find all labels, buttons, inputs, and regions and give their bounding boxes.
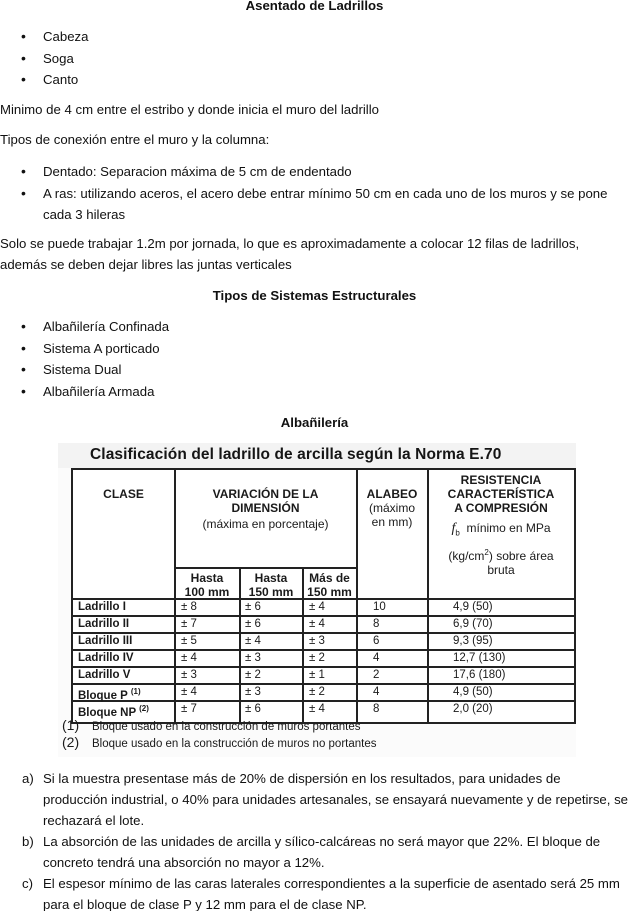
header-resistencia: RESISTENCIA CARACTERÍSTICA A COMPRESIÓN $f_b$ mínimo en MPa $(kg/cm^2)$ sobre área bruta — [447, 473, 555, 578]
row-cell-alabeo: 2 — [373, 669, 380, 681]
paragraph-tipos-conexion: Tipos de conexión entre el muro y la columna: — [0, 132, 270, 147]
list-item: • Soga — [0, 48, 625, 70]
paragraph-jornada: Solo se puede trabajar 1.2m por jornada, lo que es aproximadamente a colocar 12 filas de ladrillos, además se deben dejar libres las juntas verticales — [0, 236, 580, 272]
row-cell-h150: ± 4 — [245, 635, 261, 647]
row-cell-alabeo: 6 — [373, 635, 380, 647]
row-clase-label: Ladrillo II — [78, 618, 130, 630]
row-clase-label: Ladrillo III — [78, 635, 133, 647]
row-cell-m150: ± 4 — [309, 601, 325, 613]
row-cell-h150: ± 2 — [245, 669, 261, 681]
table-title: Clasificación del ladrillo de arcilla según la Norma E.70 — [90, 446, 502, 463]
row-cell-resist: 12,7 (130) — [453, 652, 506, 664]
list-item: • Canto — [0, 69, 625, 91]
row-cell-m150: ± 4 — [309, 618, 325, 630]
row-cell-h100: ± 7 — [181, 618, 197, 630]
list-item: • Sistema A porticado — [0, 338, 625, 360]
list-item: c) El espesor mínimo de las caras laterales correspondientes a la superficie de asentado será 25 mm para el bloque de clase P y 12 mm para el de clase NP. — [22, 876, 620, 911]
header-alabeo: ALABEO (máximo en mm) — [366, 487, 418, 529]
clasificacion-table-figure — [58, 443, 576, 757]
heading-asentado: Asentado de Ladrillos — [245, 0, 384, 13]
heading-sistemas: Tipos de Sistemas Estructurales — [212, 288, 417, 303]
list-item: a) Si la muestra presentase más de 20% de dispersión en los resultados, para unidades de producción industrial, o 40% para unidades artesanales, se ensayará nuevamente y de repetirse, se rechazará el lote. — [22, 771, 629, 828]
row-cell-alabeo: 4 — [373, 652, 380, 664]
row-cell-alabeo: 4 — [373, 686, 380, 698]
row-cell-alabeo: 8 — [373, 703, 380, 715]
row-clase-label: Ladrillo V — [78, 669, 131, 681]
list-item: • Cabeza — [0, 26, 625, 48]
list-item: • Albañilería Confinada — [0, 316, 625, 338]
row-cell-m150: ± 2 — [309, 652, 325, 664]
list-item: • Dentado: Separacion máxima de 5 cm de endentado — [0, 161, 625, 183]
row-clase-label: Bloque P $^{(1)}$ — [78, 687, 141, 702]
row-cell-h100: ± 4 — [181, 686, 197, 698]
row-cell-h150: ± 3 — [245, 686, 261, 698]
list-sistemas — [0, 316, 625, 402]
row-cell-h100: ± 8 — [181, 601, 197, 613]
header-variacion: VARIACIÓN DE LA DIMENSIÓN (máxima en porcentaje) — [202, 487, 329, 531]
row-clase-label: Bloque NP $^{(2)}$ — [78, 704, 149, 719]
heading-albanileria: Albañilería — [280, 415, 349, 430]
row-cell-h100: ± 3 — [181, 669, 197, 681]
row-cell-m150: ± 1 — [309, 669, 325, 681]
row-cell-alabeo: 10 — [373, 601, 386, 613]
row-cell-h100: ± 7 — [181, 703, 197, 715]
row-cell-h150: ± 6 — [245, 618, 261, 630]
row-cell-resist: 9,3 (95) — [453, 635, 493, 647]
list-item: • Albañilería Armada — [0, 381, 625, 403]
list-item: • A ras: utilizando aceros, el acero debe entrar mínimo 50 cm en cada uno de los muros y se pone cada 3 hileras — [0, 183, 625, 226]
clasificacion-table — [71, 468, 576, 724]
row-cell-alabeo: 8 — [373, 618, 380, 630]
row-cell-h150: ± 6 — [245, 601, 261, 613]
row-cell-resist: 4,9 (50) — [453, 601, 493, 613]
header-mas-150: Más de 150 mm — [307, 571, 352, 599]
list-requisitos — [0, 768, 628, 911]
header-hasta-100: Hasta 100 mm — [184, 571, 230, 599]
row-clase-label: Ladrillo I — [78, 601, 126, 613]
row-cell-m150: ± 4 — [309, 703, 325, 715]
row-cell-m150: ± 2 — [309, 686, 325, 698]
list-item: b) La absorción de las unidades de arcilla y sílico-calcáreas no será mayor que 22%. El bloque de concreto tendrá una absorción no mayor a 12%. — [22, 834, 601, 870]
row-clase-label: Ladrillo IV — [78, 652, 134, 664]
list-item: • Sistema Dual — [0, 359, 625, 381]
list-conexion — [0, 161, 625, 226]
row-cell-resist: 2,0 (20) — [453, 703, 493, 715]
row-cell-resist: 4,9 (50) — [453, 686, 493, 698]
row-cell-h150: ± 3 — [245, 652, 261, 664]
row-cell-h100: ± 4 — [181, 652, 197, 664]
row-cell-resist: 6,9 (70) — [453, 618, 493, 630]
header-hasta-150: Hasta 150 mm — [248, 571, 294, 599]
row-cell-m150: ± 3 — [309, 635, 325, 647]
table-note-1: (1) Bloque usado en la construcción de muros portantes — [62, 717, 361, 733]
header-clase: CLASE — [103, 487, 144, 501]
paragraph-minimo: Minimo de 4 cm entre el estribo y donde inicia el muro del ladrillo — [0, 102, 379, 117]
table-note-2: (2) Bloque usado en la construcción de muros no portantes — [62, 734, 377, 750]
list-asentado — [0, 26, 625, 91]
row-cell-resist: 17,6 (180) — [453, 669, 506, 681]
row-cell-h100: ± 5 — [181, 635, 197, 647]
row-cell-h150: ± 6 — [245, 703, 261, 715]
